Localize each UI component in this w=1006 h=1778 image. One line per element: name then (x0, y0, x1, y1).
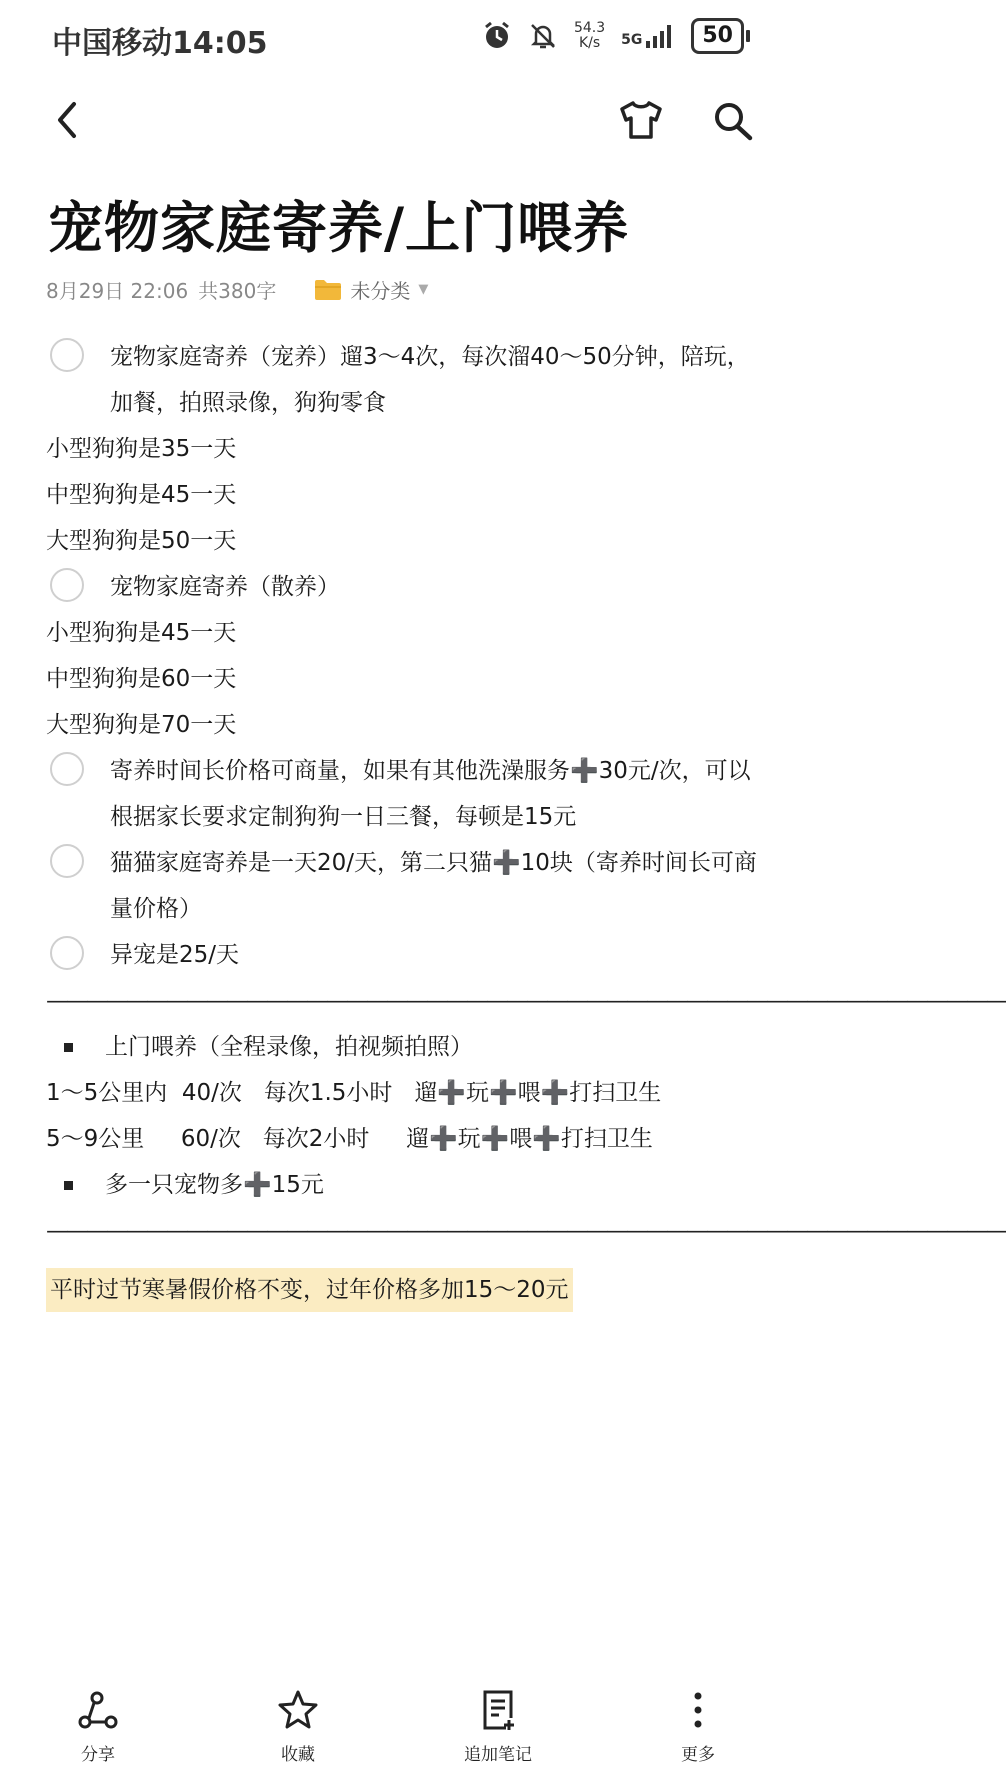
bullet-item (46, 1162, 766, 1208)
network-speed (574, 21, 605, 51)
note-add-icon (476, 1688, 520, 1732)
text-line: 大型狗狗是70一天 (46, 712, 237, 738)
note-date: 8月29日 22:06 (46, 279, 189, 303)
price-line: 1～5公里内 40/次 每次1.5小时 遛➕玩➕喂➕打扫卫生 (46, 1080, 662, 1106)
mute-bell-icon (528, 21, 558, 51)
favorite-button[interactable] (248, 1680, 348, 1778)
divider: ———————————————————————————————————————————————— (46, 1218, 1006, 1244)
status-icons (482, 18, 750, 54)
checklist-text: 宠物家庭寄养（散养） (110, 574, 340, 600)
carrier-time: 中国移动14:05 (52, 26, 268, 61)
checklist-item (46, 334, 766, 426)
battery-level: 50 (691, 18, 744, 54)
checkbox[interactable] (50, 568, 84, 602)
folder-selector[interactable] (314, 275, 428, 304)
status-bar (0, 0, 800, 80)
checklist-text: 异宠是25/天 (110, 942, 240, 968)
bullet-marker (64, 1181, 73, 1190)
text-line: 大型狗狗是50一天 (46, 528, 237, 554)
checkbox[interactable] (50, 844, 84, 878)
network-speed-unit: K/s (578, 35, 601, 51)
bullet-marker (64, 1043, 73, 1052)
signal-group (621, 24, 675, 48)
network-speed-value: 54.3 (573, 20, 606, 36)
bullet-text: 上门喂养（全程录像，拍视频拍照） (105, 1034, 473, 1060)
note-meta (46, 275, 428, 304)
append-note-label: 追加笔记 (464, 1745, 532, 1765)
append-note-button[interactable] (448, 1680, 548, 1778)
bottom-toolbar (0, 1680, 800, 1778)
tshirt-icon (614, 90, 668, 150)
checkbox[interactable] (50, 338, 84, 372)
search-button[interactable] (706, 90, 760, 150)
note-title[interactable]: 宠物家庭寄养/上门喂养 (48, 196, 630, 260)
back-button[interactable] (48, 90, 88, 150)
checklist-text: 猫猫家庭寄养是一天20/天，第二只猫➕10块（寄养时间长可商量价格） (110, 850, 757, 922)
note-content[interactable] (46, 334, 1006, 1312)
more-vertical-icon (676, 1688, 720, 1732)
checklist-text: 宠物家庭寄养（宠养）遛3～4次，每次溜40～50分钟，陪玩，加餐，拍照录像，狗狗零食 (110, 344, 750, 416)
top-nav (0, 90, 800, 150)
checklist-item (46, 932, 766, 978)
highlighted-text: 平时过节寒暑假价格不变，过年价格多加15～20元 (46, 1268, 573, 1312)
share-label: 分享 (81, 1745, 115, 1765)
favorite-label: 收藏 (281, 1745, 315, 1765)
more-button[interactable] (648, 1680, 748, 1778)
text-line: 中型狗狗是60一天 (46, 666, 237, 692)
battery-indicator (691, 18, 750, 54)
checkbox[interactable] (50, 752, 84, 786)
checklist-item (46, 564, 766, 610)
text-line: 中型狗狗是45一天 (46, 482, 237, 508)
search-icon (706, 90, 760, 150)
checklist-text: 寄养时间长价格可商量，如果有其他洗澡服务➕30元/次，可以根据家长要求定制狗狗一日三餐，每顿是15元 (110, 758, 751, 830)
caret-down-icon: ▼ (418, 282, 429, 297)
bullet-item (46, 1024, 766, 1070)
battery-tip (746, 30, 750, 42)
signal-icon (645, 24, 675, 48)
more-label: 更多 (681, 1745, 715, 1765)
bullet-text: 多一只宠物多➕15元 (105, 1172, 324, 1198)
network-type: 5G (621, 32, 643, 48)
share-icon (76, 1688, 120, 1732)
text-line: 小型狗狗是35一天 (46, 436, 237, 462)
theme-button[interactable] (614, 90, 668, 150)
alarm-icon (482, 21, 512, 51)
divider: ———————————————————————————————————————————————— (46, 988, 1006, 1014)
share-button[interactable] (48, 1680, 148, 1778)
folder-icon (314, 279, 342, 301)
folder-label: 未分类 (350, 279, 411, 303)
price-line: 5～9公里 60/次 每次2小时 遛➕玩➕喂➕打扫卫生 (46, 1126, 653, 1152)
text-line: 小型狗狗是45一天 (46, 620, 237, 646)
star-icon (276, 1688, 320, 1732)
checklist-item (46, 748, 766, 840)
word-count: 共380字 (198, 279, 277, 303)
checkbox[interactable] (50, 936, 84, 970)
checklist-item (46, 840, 766, 932)
chevron-left-icon (48, 90, 88, 150)
